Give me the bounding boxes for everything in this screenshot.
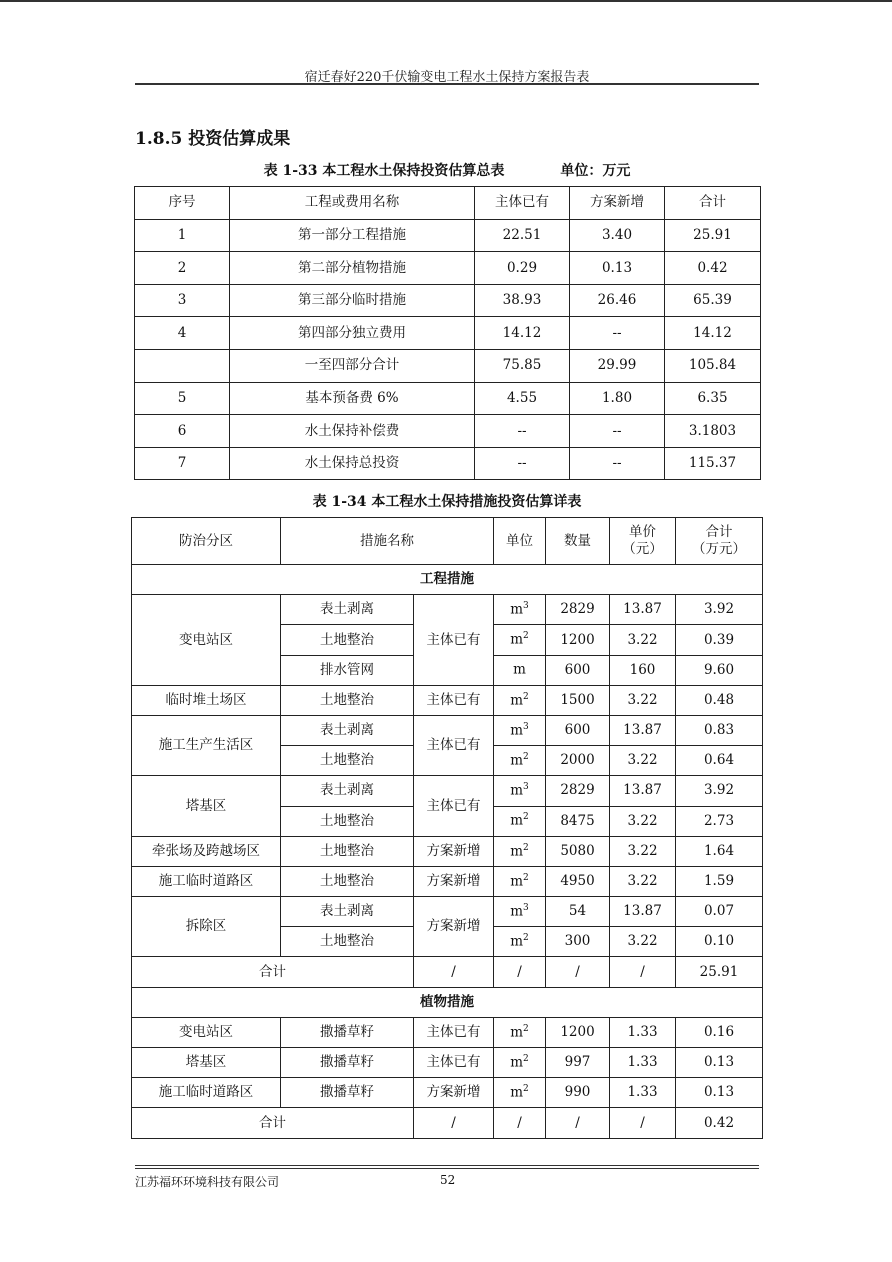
total-cell: 3.92: [676, 776, 763, 806]
total-cell: 0.39: [676, 625, 763, 655]
table-cell: 1: [135, 219, 230, 252]
table1-unit: 单位：万元: [560, 163, 631, 179]
table-cell: [135, 349, 230, 382]
cell-slash: /: [494, 1108, 546, 1138]
table-cell: 65.39: [665, 284, 761, 317]
section-row: [132, 565, 763, 595]
price-cell: 13.87: [610, 595, 676, 625]
source-cell: 主体已有: [414, 715, 494, 775]
table1-body: [135, 219, 761, 480]
measure-cell: 土地整治: [281, 927, 414, 957]
quantity-cell: 600: [546, 655, 610, 685]
measure-cell: 土地整治: [281, 625, 414, 655]
table-row: [135, 252, 761, 285]
section-heading: 1.8.5 投资估算成果: [135, 129, 291, 149]
table-row: [132, 1078, 763, 1108]
unit-exponent: 2: [523, 1023, 529, 1034]
page-header: 宿迁春好220千伏输变电工程水土保持方案报告表: [304, 70, 590, 85]
table-cell: 6.35: [665, 382, 761, 415]
total-cell: 1.64: [676, 836, 763, 866]
price-cell: 13.87: [610, 776, 676, 806]
section-title: 工程措施: [132, 565, 763, 595]
source-cell: 主体已有: [414, 685, 494, 715]
unit-exponent: 2: [523, 1053, 529, 1064]
table-cell: 0.29: [475, 252, 570, 285]
measure-cell: 撒播草籽: [281, 1017, 414, 1047]
header-rule: [135, 83, 759, 85]
table-cell: 26.46: [570, 284, 665, 317]
unit-base: m: [510, 752, 524, 769]
unit-exponent: 2: [523, 631, 529, 642]
table-cell: 14.12: [665, 317, 761, 350]
quantity-cell: 997: [546, 1048, 610, 1078]
table-cell: 38.93: [475, 284, 570, 317]
table-row: [132, 1048, 763, 1078]
cell-slash: /: [610, 957, 676, 987]
total-cell: 0.16: [676, 1017, 763, 1047]
table-cell: 第一部分工程措施: [230, 219, 475, 252]
table-cell: --: [570, 415, 665, 448]
table-cell: 115.37: [665, 447, 761, 480]
table-cell: 3.40: [570, 219, 665, 252]
table-cell: 4.55: [475, 382, 570, 415]
table-cell: --: [570, 447, 665, 480]
unit-cell: [494, 625, 546, 655]
table-cell: 基本预备费 6%: [230, 382, 475, 415]
eng-body: [132, 595, 763, 957]
unit-cell: [494, 1048, 546, 1078]
price-cell: 1.33: [610, 1078, 676, 1108]
quantity-cell: 5080: [546, 836, 610, 866]
source-cell: 方案新增: [414, 866, 494, 896]
zone-cell: 临时堆土场区: [132, 685, 281, 715]
zone-cell: 牵张场及跨越场区: [132, 836, 281, 866]
table-cell: 29.99: [570, 349, 665, 382]
zone-cell: 变电站区: [132, 1017, 281, 1047]
cell-slash: /: [494, 957, 546, 987]
source-cell: 方案新增: [414, 897, 494, 957]
col-header: [610, 518, 676, 565]
cell-slash: /: [414, 957, 494, 987]
table-cell: 水土保持补偿费: [230, 415, 475, 448]
table-row: [132, 897, 763, 927]
table-row: [132, 685, 763, 715]
table-cell: 0.13: [570, 252, 665, 285]
table-row: [135, 219, 761, 252]
total-cell: 3.92: [676, 595, 763, 625]
unit-base: m: [510, 601, 524, 618]
table-row: [135, 382, 761, 415]
zone-cell: 塔基区: [132, 776, 281, 836]
zone-cell: 施工临时道路区: [132, 1078, 281, 1108]
total-cell: 0.64: [676, 746, 763, 776]
quantity-cell: 2829: [546, 776, 610, 806]
unit-exponent: 3: [523, 902, 529, 913]
unit-cell: [494, 836, 546, 866]
price-cell: 3.22: [610, 866, 676, 896]
table-cell: --: [475, 415, 570, 448]
table-cell: --: [570, 317, 665, 350]
unit-exponent: 2: [523, 933, 529, 944]
source-cell: 主体已有: [414, 595, 494, 686]
table-cell: 22.51: [475, 219, 570, 252]
col-header: 措施名称: [281, 518, 494, 565]
unit-cell: [494, 715, 546, 745]
footer-company: 江苏福环环境科技有限公司: [135, 1175, 280, 1189]
measure-cell: 表土剥离: [281, 595, 414, 625]
table-row: [132, 776, 763, 806]
unit-cell: [494, 806, 546, 836]
table-cell: 3.1803: [665, 415, 761, 448]
table-row: [132, 866, 763, 896]
footer-rule: [135, 1165, 759, 1166]
unit-cell: [494, 595, 546, 625]
table-header-row: [135, 187, 761, 220]
col-header-line: （元）: [622, 541, 663, 557]
col-header-line: （万元）: [692, 541, 746, 557]
measure-cell: 土地整治: [281, 685, 414, 715]
quantity-cell: 1200: [546, 1017, 610, 1047]
table-row: [135, 447, 761, 480]
table-cell: 2: [135, 252, 230, 285]
table-cell: 14.12: [475, 317, 570, 350]
source-cell: 方案新增: [414, 1078, 494, 1108]
unit-exponent: 3: [523, 782, 529, 793]
col-header: [676, 518, 763, 565]
total-row: [132, 957, 763, 987]
unit-base: m: [510, 782, 524, 799]
quantity-cell: 600: [546, 715, 610, 745]
investment-summary-table: [134, 186, 761, 480]
quantity-cell: 8475: [546, 806, 610, 836]
price-cell: 160: [610, 655, 676, 685]
zone-cell: 拆除区: [132, 897, 281, 957]
total-cell: 0.13: [676, 1078, 763, 1108]
measure-cell: 撒播草籽: [281, 1078, 414, 1108]
total-cell: 0.10: [676, 927, 763, 957]
total-value: 0.42: [676, 1108, 763, 1138]
quantity-cell: 1500: [546, 685, 610, 715]
source-cell: 主体已有: [414, 1017, 494, 1047]
price-cell: 3.22: [610, 806, 676, 836]
total-cell: 0.07: [676, 897, 763, 927]
unit-base: m: [510, 812, 524, 829]
table1-caption: [135, 160, 759, 180]
price-cell: 3.22: [610, 927, 676, 957]
col-header: 序号: [135, 187, 230, 220]
quantity-cell: 54: [546, 897, 610, 927]
price-cell: 13.87: [610, 715, 676, 745]
col-header: 数量: [546, 518, 610, 565]
table-cell: 0.42: [665, 252, 761, 285]
quantity-cell: 300: [546, 927, 610, 957]
cell-slash: /: [414, 1108, 494, 1138]
cell-slash: /: [546, 1108, 610, 1138]
price-cell: 1.33: [610, 1017, 676, 1047]
unit-base: m: [510, 873, 524, 890]
price-cell: 1.33: [610, 1048, 676, 1078]
unit-cell: [494, 655, 546, 685]
unit-base: m: [510, 631, 524, 648]
section-row: [132, 987, 763, 1017]
table-cell: 4: [135, 317, 230, 350]
unit-base: m: [510, 1054, 524, 1071]
table-cell: 5: [135, 382, 230, 415]
unit-exponent: 2: [523, 842, 529, 853]
cell-slash: /: [610, 1108, 676, 1138]
measure-cell: 表土剥离: [281, 897, 414, 927]
unit-exponent: 2: [523, 1084, 529, 1095]
col-header: 单位: [494, 518, 546, 565]
source-cell: 主体已有: [414, 776, 494, 836]
unit-cell: [494, 897, 546, 927]
unit-exponent: 3: [523, 721, 529, 732]
table-row: [135, 349, 761, 382]
table-cell: 1.80: [570, 382, 665, 415]
total-cell: 9.60: [676, 655, 763, 685]
table-cell: 7: [135, 447, 230, 480]
col-header: 主体已有: [475, 187, 570, 220]
table-header-row: [132, 518, 763, 565]
unit-base: m: [510, 1084, 524, 1101]
unit-exponent: 2: [523, 812, 529, 823]
total-cell: 0.13: [676, 1048, 763, 1078]
col-header: 方案新增: [570, 187, 665, 220]
table1-title: 表 1-33 本工程水土保持投资估算总表: [263, 163, 505, 179]
table-row: [132, 1017, 763, 1047]
table2-caption: 表 1-34 本工程水土保持措施投资估算详表: [312, 494, 582, 510]
measure-cell: 表土剥离: [281, 776, 414, 806]
zone-cell: 塔基区: [132, 1048, 281, 1078]
total-row: [132, 1108, 763, 1138]
cell-slash: /: [546, 957, 610, 987]
total-cell: 2.73: [676, 806, 763, 836]
table-row: [135, 284, 761, 317]
zone-cell: 施工临时道路区: [132, 866, 281, 896]
col-header: 合计: [665, 187, 761, 220]
unit-exponent: 3: [523, 601, 529, 612]
table-cell: 105.84: [665, 349, 761, 382]
table-cell: 75.85: [475, 349, 570, 382]
col-header-line: 合计: [705, 524, 733, 541]
unit-cell: [494, 1017, 546, 1047]
total-label: 合计: [132, 1108, 414, 1138]
quantity-cell: 990: [546, 1078, 610, 1108]
col-header: 防治分区: [132, 518, 281, 565]
price-cell: 3.22: [610, 685, 676, 715]
unit-cell: [494, 776, 546, 806]
unit-base: m: [510, 933, 524, 950]
unit-base: m: [513, 661, 526, 678]
table-cell: 3: [135, 284, 230, 317]
unit-base: m: [510, 843, 524, 860]
table-cell: --: [475, 447, 570, 480]
price-cell: 3.22: [610, 836, 676, 866]
col-header: 工程或费用名称: [230, 187, 475, 220]
measure-cell: 撒播草籽: [281, 1048, 414, 1078]
total-cell: 0.48: [676, 685, 763, 715]
footer-rule: [135, 1168, 759, 1169]
unit-cell: [494, 927, 546, 957]
unit-base: m: [510, 1024, 524, 1041]
measure-cell: 表土剥离: [281, 715, 414, 745]
table-row: [135, 317, 761, 350]
quantity-cell: 2829: [546, 595, 610, 625]
table-row: [135, 415, 761, 448]
unit-base: m: [510, 692, 524, 709]
quantity-cell: 1200: [546, 625, 610, 655]
table-row: [132, 715, 763, 745]
table-cell: 一至四部分合计: [230, 349, 475, 382]
zone-cell: 变电站区: [132, 595, 281, 686]
table-row: [132, 595, 763, 625]
unit-cell: [494, 685, 546, 715]
price-cell: 13.87: [610, 897, 676, 927]
unit-base: m: [510, 903, 524, 920]
price-cell: 3.22: [610, 746, 676, 776]
measure-detail-table: [131, 517, 763, 1139]
unit-cell: [494, 1078, 546, 1108]
unit-exponent: 2: [523, 872, 529, 883]
veg-body: [132, 1017, 763, 1108]
unit-exponent: 2: [523, 691, 529, 702]
measure-cell: 土地整治: [281, 806, 414, 836]
table-cell: 6: [135, 415, 230, 448]
measure-cell: 土地整治: [281, 866, 414, 896]
quantity-cell: 4950: [546, 866, 610, 896]
source-cell: 主体已有: [414, 1048, 494, 1078]
table-cell: 水土保持总投资: [230, 447, 475, 480]
measure-cell: 土地整治: [281, 746, 414, 776]
col-header-line: 单价: [629, 524, 656, 541]
table-cell: 第三部分临时措施: [230, 284, 475, 317]
section-title: 植物措施: [132, 987, 763, 1017]
table-cell: 第四部分独立费用: [230, 317, 475, 350]
unit-base: m: [510, 722, 524, 739]
top-border: [0, 0, 892, 2]
unit-exponent: 2: [523, 752, 529, 763]
table-row: [132, 836, 763, 866]
page-number: 52: [440, 1173, 456, 1187]
source-cell: 方案新增: [414, 836, 494, 866]
price-cell: 3.22: [610, 625, 676, 655]
total-cell: 1.59: [676, 866, 763, 896]
table-cell: 第二部分植物措施: [230, 252, 475, 285]
measure-cell: 排水管网: [281, 655, 414, 685]
total-label: 合计: [132, 957, 414, 987]
measure-cell: 土地整治: [281, 836, 414, 866]
total-cell: 0.83: [676, 715, 763, 745]
quantity-cell: 2000: [546, 746, 610, 776]
zone-cell: 施工生产生活区: [132, 715, 281, 775]
table-cell: 25.91: [665, 219, 761, 252]
unit-cell: [494, 866, 546, 896]
total-value: 25.91: [676, 957, 763, 987]
unit-cell: [494, 746, 546, 776]
